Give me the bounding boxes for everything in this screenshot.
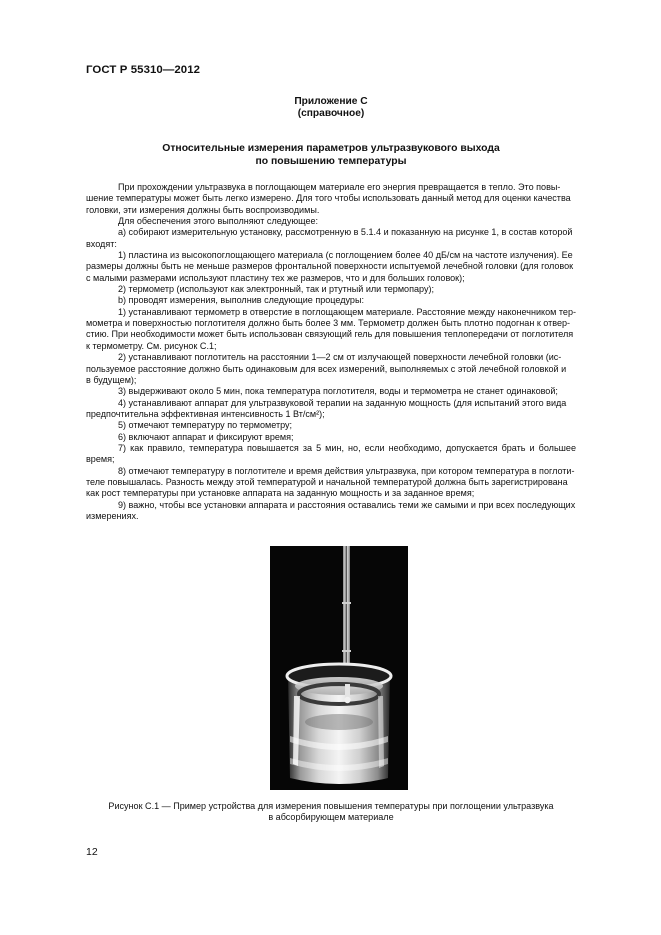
annex-title: Приложение С (294, 96, 368, 107)
paragraph: 9) важно, чтобы все установки аппарата и расстояния оставались теми же самыми и при всех последующих измерениях. (86, 499, 576, 521)
figure-photo (270, 546, 408, 790)
thermometer-in-glass-photo (270, 546, 408, 790)
paragraph: При прохождении ультразвука в поглощающем материале его энергия превращается в тепло. Это повы- шение температуры может быть легко измерено. Для того чтобы использовать данный метод для оценки качества головки, эти измерения должны быть воспроизводимы. (86, 182, 571, 215)
body-text (86, 182, 576, 522)
page-number: 12 (86, 846, 98, 858)
standard-code: ГОСТ Р 55310—2012 (86, 64, 201, 76)
annex-subtitle: (справочное) (297, 108, 365, 119)
paragraph: Для обеспечения этого выполняют следующее: (118, 216, 319, 227)
paragraph: 7) как правило, температура повышается за 5 мин, но, если необходимо, допускается брать и большее время; (86, 442, 576, 465)
paragraph: 4) устанавливают аппарат для ультразвуковой терапии на заданную мощность (для испытаний этого вида предпочтительна эффективная интенсивность 1 Вт/см²); (86, 397, 567, 419)
paragraph: а) собирают измерительную установку, рассмотренную в 5.1.4 и показанную на рисунке 1, в состав которой входят: (86, 227, 573, 249)
paragraph: 6) включают аппарат и фиксируют время; (118, 431, 294, 442)
paragraph: 1) пластина из высокопоглощающего материала (с поглощением более 40 дБ/см на частоте излучения). Ее размеры должны быть не меньше размеров фронтальной поверхности испытуемой лечебной головки (для головок с малыми размерами используют пластину тех же размеров, что и для больших головок); (86, 250, 574, 283)
paragraph: b) проводят измерения, выполнив следующие процедуры: (118, 295, 364, 306)
paragraph: 3) выдерживают около 5 мин, пока температура поглотителя, воды и термометра не станет одинаковой; (118, 386, 558, 397)
section-title: Относительные измерения параметров ультразвукового выхода по повышению температуры (162, 143, 500, 167)
paragraph: 2) устанавливают поглотитель на расстоянии 1—2 см от излучающей поверхности лечебной головки (ис- пользуемое расстояние должно быть одинаковым для всех измерений, выполняемых с этой лечебной головкой и в будущем); (86, 352, 567, 385)
figure-caption: Рисунок С.1 — Пример устройства для измерения повышения температуры при поглощении ультразвука в абсорбирующем материале (108, 801, 554, 823)
paragraph: 5) отмечают температуру по термометру; (118, 420, 293, 431)
paragraph: 2) термометр (используют как электронный, так и ртутный или термопару); (118, 284, 434, 295)
paragraph: 8) отмечают температуру в поглотителе и время действия ультразвука, при котором температура в поглоти- теле повышалась. Разность между этой температурой и начальной температурой должна быть зарегистрирована как рост температуры при установке аппарата на заданную мощность и за заданное время; (86, 465, 575, 499)
paragraph: 1) устанавливают термометр в отверстие в поглощающем материале. Расстояние между наконечником тер- мометра и поверхностью поглотителя должно быть более 3 мм. Термометр должен быть плотно подогнан к отвер- стию. При необходимости может быть использован связующий гель для повышения теплопередачи от поглотителя к термометру. См. рисунок С.1; (86, 306, 576, 351)
